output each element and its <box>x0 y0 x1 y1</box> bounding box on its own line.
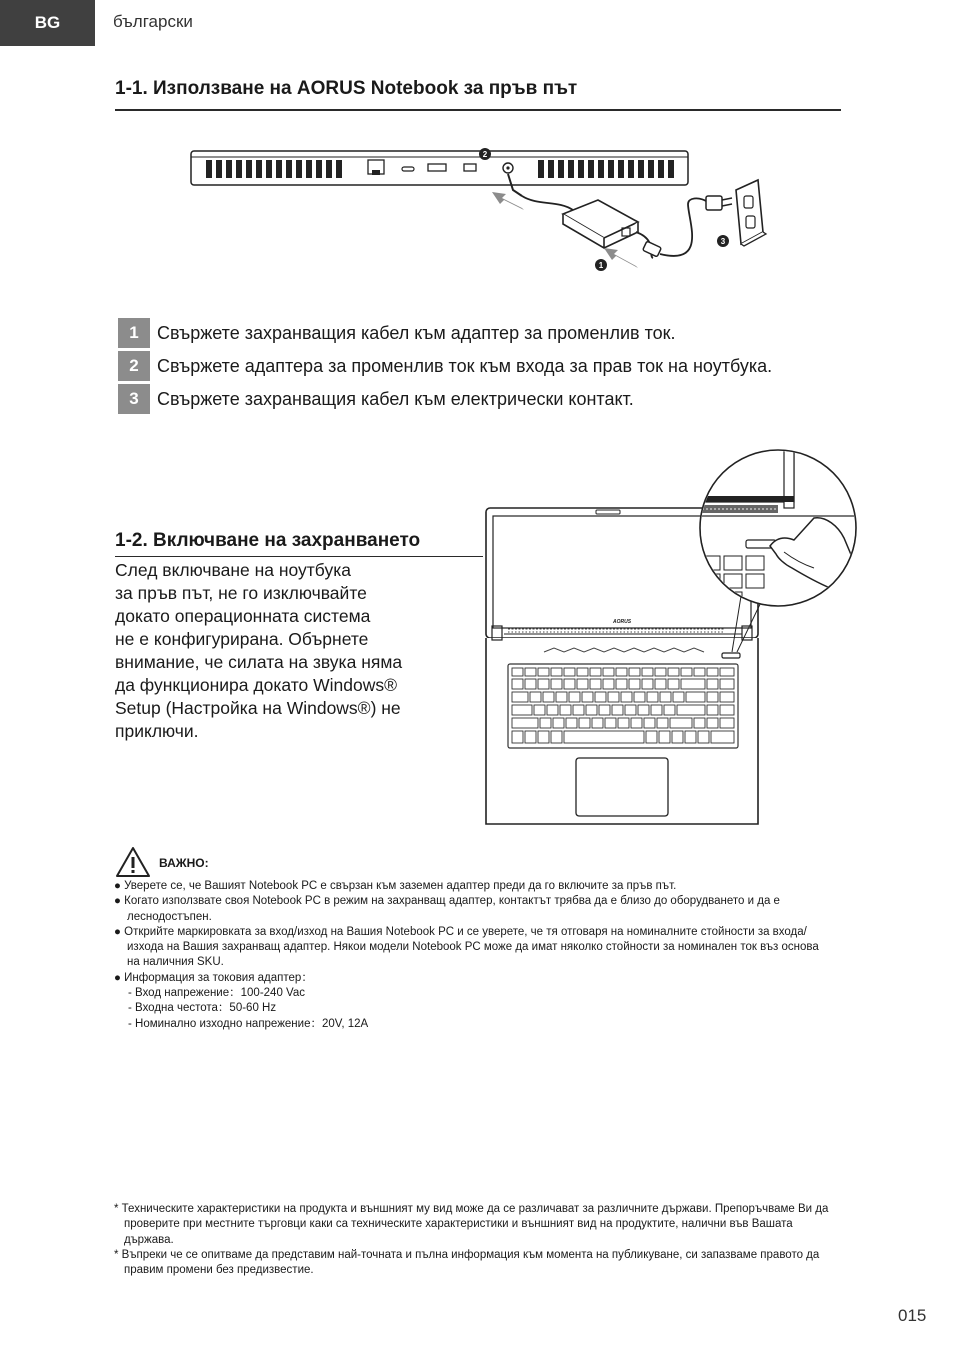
footnote-item: * Въпреки че се опитваме да представим най-точната и пълна информация към момента на публикуване, си запазваме правото да правим промени без предизвестие. <box>114 1248 820 1277</box>
svg-text:3: 3 <box>720 237 726 246</box>
power-on-text <box>115 559 445 743</box>
wall-socket <box>736 180 766 246</box>
warning-icon <box>115 846 151 878</box>
note-item: ● Уверете се, че Вашият Notebook PC е свързан към заземен адаптер преди да го включите за пръв път. <box>114 880 677 892</box>
text-line: След включване на ноутбука <box>115 560 351 580</box>
step-number: 3 <box>118 384 150 414</box>
callout-1 <box>595 259 607 271</box>
language-name: български <box>113 12 193 31</box>
important-title: ВАЖНО: <box>159 856 209 870</box>
svg-text:2: 2 <box>482 150 488 159</box>
laptop-power-figure <box>484 446 860 830</box>
text-line: не е конфигурирана. Обърнете <box>115 629 369 649</box>
step-text: Свържете захранващия кабел към електрически контакт. <box>157 388 634 409</box>
section2-title: 1-2. Включване на захранването <box>115 530 483 557</box>
text-line: внимание, че силата на звука няма <box>115 652 403 672</box>
spec-item: - Номинално изходно напрежение：20V, 12A <box>128 1017 369 1030</box>
arrow-ac <box>604 248 638 268</box>
adapter-connection-figure <box>188 140 768 290</box>
footnotes <box>114 1202 844 1278</box>
aorus-logo: AORUS <box>612 619 632 625</box>
spec-item: - Входна честота：50-60 Hz <box>128 1002 277 1015</box>
text-line: да функционира докато Windows® <box>115 675 398 695</box>
setup-steps <box>118 318 772 417</box>
step-number: 1 <box>118 318 150 348</box>
step-number: 2 <box>118 351 150 381</box>
section1-title: 1-1. Използване на AORUS Notebook за пръв път <box>115 78 841 111</box>
page-number: 015 <box>898 1306 927 1325</box>
touchpad <box>576 758 668 816</box>
step-item <box>118 318 772 348</box>
text-line: докато операционната система <box>115 606 371 626</box>
svg-text:1: 1 <box>598 261 604 270</box>
text-line: за пръв път, не го изключвайте <box>115 583 367 603</box>
power-adapter <box>563 200 638 248</box>
important-notes <box>114 879 834 1032</box>
step-item <box>118 384 772 414</box>
callout-3 <box>717 235 729 247</box>
spec-item: - Вход напрежение：100-240 Vac <box>128 987 305 1000</box>
step-item <box>118 351 772 381</box>
note-item: ● Открийте маркировката за вход/изход на Вашия Notebook PC и се уверете, че тя отговаря на номиналните стойности за входа/изхода на Вашия захранващ адаптер. Някои модели Notebook PC може да имат няколко стойности за номинален ток въз основа на наличния SKU. <box>114 925 819 969</box>
language-tab: BG <box>0 0 95 46</box>
callout-2 <box>479 148 491 160</box>
note-item: ● Информация за токовия адаптер： <box>114 971 313 984</box>
footnote-item: * Техническите характеристики на продукта и външният му вид може да се различават за различните държави. Препоръчваме Ви да проверите при местните търговци каки са техническите характеристики и външният вид на продуктите, налични във Вашата държава. <box>114 1203 829 1246</box>
text-line: приключи. <box>115 721 199 741</box>
step-text: Свържете захранващия кабел към адаптер за променлив ток. <box>157 322 676 343</box>
note-item: ● Когато използвате своя Notebook PC в режим на захранващ адаптер, контактът трябва да е близо до оборудването и да е леснодостъпен. <box>114 895 780 923</box>
step-text: Свържете адаптера за променлив ток към входа за прав ток на ноутбука. <box>157 355 773 376</box>
text-line: Setup (Настройка на Windows®) не <box>115 698 401 718</box>
